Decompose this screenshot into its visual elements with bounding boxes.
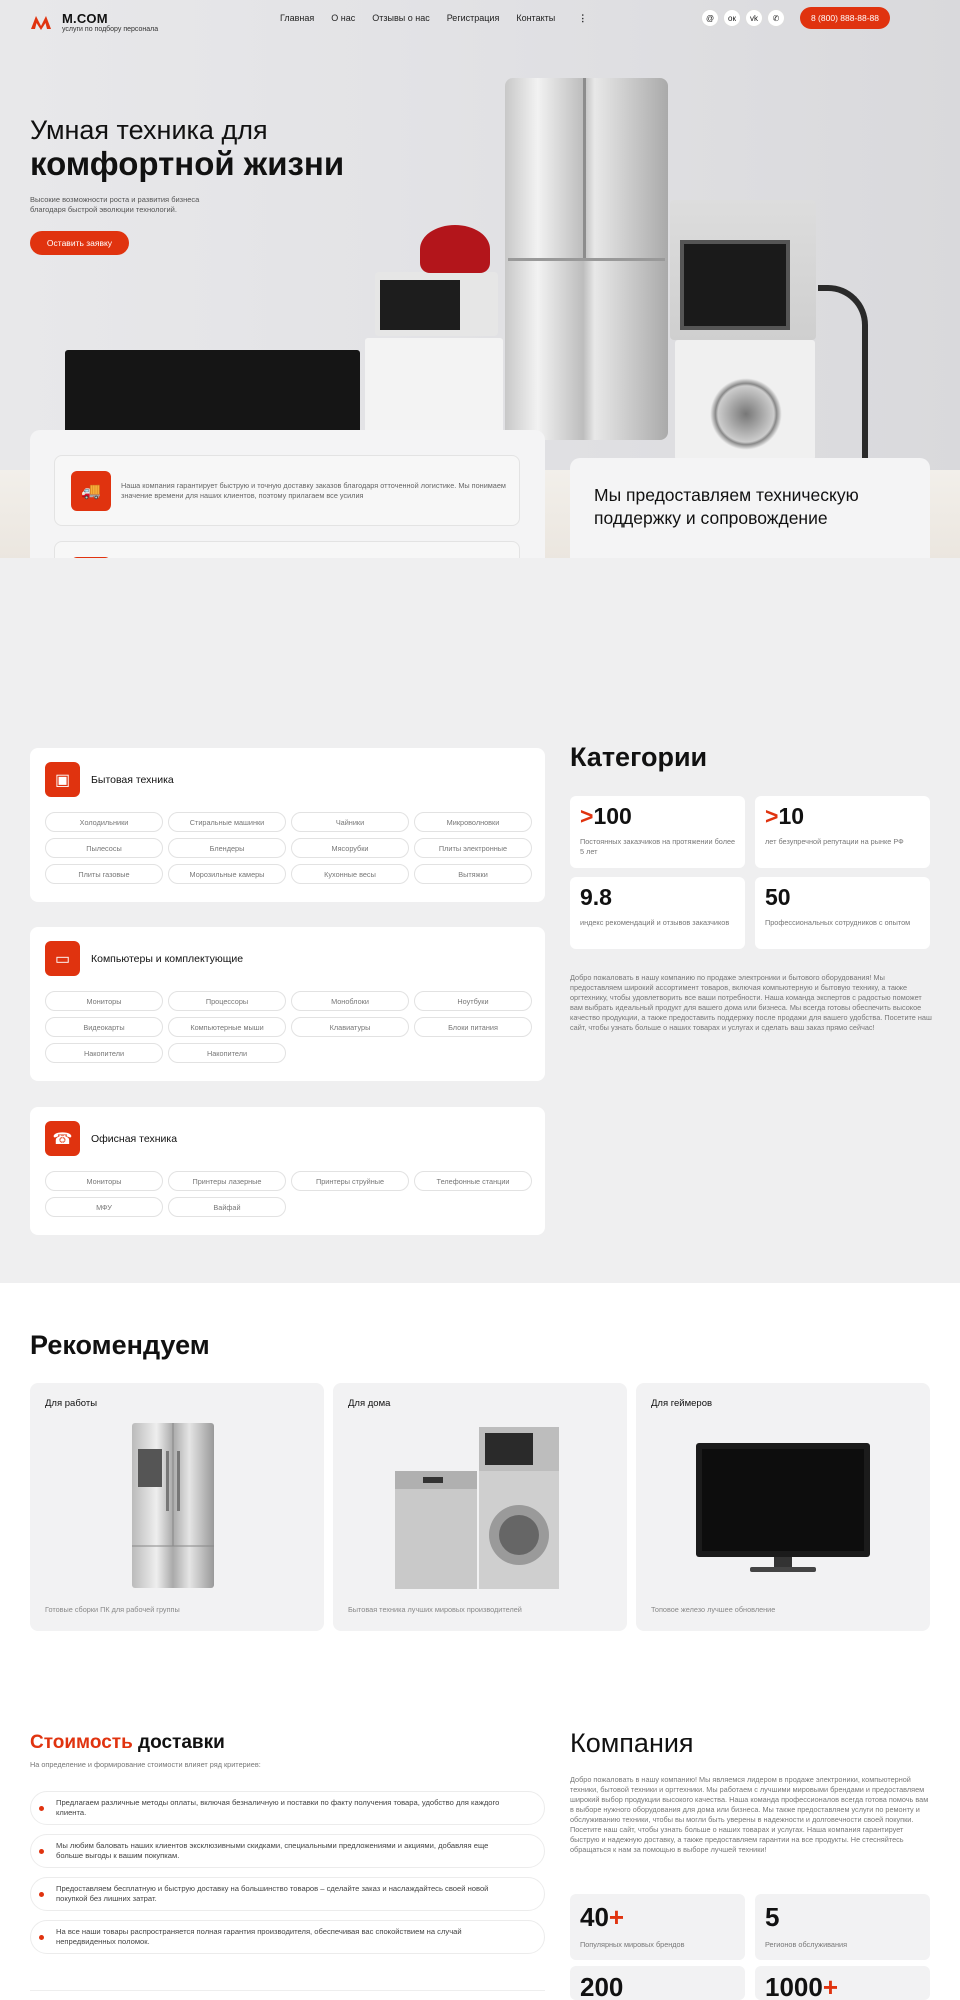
category-chips	[45, 991, 531, 1063]
chip[interactable]: Плиты электронные	[414, 838, 532, 858]
company-stat-number	[580, 1972, 623, 2000]
stat-label: Профессиональных сотрудников с опытом	[765, 918, 911, 927]
company-stat	[755, 1894, 930, 1960]
main-nav	[280, 13, 587, 24]
stat-prefix: >	[765, 803, 779, 829]
fridge-product-image	[130, 1421, 220, 1593]
stat-value: 9.8	[580, 884, 612, 910]
delivery-item-text: Предоставляем бесплатную и быструю доставку на большинство товаров – сделайте заказ и наслаждайтесь своей новой покупкой без лишних затрат.	[56, 1884, 489, 1903]
chip[interactable]: Блендеры	[168, 838, 286, 858]
washer-drum	[710, 378, 782, 450]
company-stat-value: 200	[580, 1972, 624, 2000]
company-stat	[570, 1966, 745, 2000]
chip[interactable]: Мониторы	[45, 1171, 163, 1191]
categories-description: Добро пожаловать в нашу компанию по продаже электроники и бытового оборудования! Мы предоставляем широкий ассортимент товаров, включая компьютерную и бытовую технику, а также оргтехнику, чтобы удовлетворить все ваши потребности. Наша команда экспертов с радостью поможет вам выбрать идеальный продукт для вашего дома или бизнеса. Мы всегда готовы обеспечить высокое качество продукции, а также предоставить поддержку после продажи для вашего удобства. Посетите наш сайт, чтобы узнать больше о наших товарах и услугах и сделать ваш заказ прямо сейчас!	[570, 973, 932, 1032]
delivery-title	[30, 1732, 225, 1754]
category-card-computers	[30, 927, 545, 1081]
chip[interactable]: Видеокарты	[45, 1017, 163, 1037]
chip[interactable]: Плиты газовые	[45, 864, 163, 884]
chip[interactable]: Пылесосы	[45, 838, 163, 858]
delivery-subtitle: На определение и формирование стоимости влияет ряд критериев:	[30, 1760, 261, 1769]
category-card-home	[30, 748, 545, 902]
nav-contacts[interactable]: Контакты	[516, 13, 556, 23]
bullet-icon	[39, 1849, 44, 1854]
chip[interactable]: Накопители	[45, 1043, 163, 1063]
category-head	[45, 762, 174, 797]
chip[interactable]: Моноблоки	[291, 991, 409, 1011]
chip[interactable]: Компьютерные мыши	[168, 1017, 286, 1037]
stat-number	[765, 803, 804, 830]
ok-icon[interactable]: ок	[724, 10, 740, 26]
recommend-card-home[interactable]	[333, 1383, 627, 1631]
recommend-card-desc: Готовые сборки ПК для рабочей группы	[45, 1605, 180, 1614]
delivery-title-rest: доставки	[132, 1732, 225, 1753]
company-stat-number	[765, 1902, 779, 1933]
hero-title-light: Умная техника для	[30, 115, 268, 145]
truck-icon: 🚚	[71, 471, 111, 511]
fridge-door-split	[583, 78, 586, 258]
home-appliances-image	[393, 1425, 573, 1593]
microwave-window	[380, 280, 460, 330]
chip[interactable]: МФУ	[45, 1197, 163, 1217]
nav-about[interactable]: О нас	[331, 13, 356, 23]
company-stat-suffix: +	[822, 1972, 839, 2000]
support-title: Мы предоставляем техническую поддержку и сопровождение	[594, 485, 859, 528]
logo-icon[interactable]	[30, 14, 52, 30]
company-stat	[570, 1894, 745, 1960]
nav-more-icon[interactable]: ⋮	[578, 13, 588, 23]
category-chips	[45, 1171, 531, 1217]
stat-value: 50	[765, 884, 791, 910]
chip[interactable]: Накопители	[168, 1043, 286, 1063]
at-icon[interactable]: @	[702, 10, 718, 26]
nav-register[interactable]: Регистрация	[446, 13, 500, 23]
logo-subtitle: услуги по подбору персонала	[62, 26, 159, 33]
recommend-card-title: Для геймеров	[651, 1398, 713, 1409]
category-title[interactable]: Компьютеры и комплектующие	[91, 952, 244, 965]
delivery-item-text: На все наши товары распространяется полная гарантия производителя, обеспечивая вас спокойствием на случай непредвиденных поломок.	[56, 1927, 462, 1946]
stat-label: лет безупречной репутации на рынке РФ	[765, 837, 904, 846]
stat-prefix: >	[580, 803, 594, 829]
delivery-item-text: Мы любим баловать наших клиентов эксклюзивными скидками, специальными предложениями и акциями, добавляя еще больше выгоды к вашим покупкам.	[56, 1841, 489, 1860]
stat-number	[765, 884, 791, 911]
category-head	[45, 1121, 177, 1156]
stat-label: Постоянных заказчиков на протяжении более 5 лет	[580, 837, 736, 856]
nav-home[interactable]: Главная	[280, 13, 315, 23]
chip[interactable]: Вайфай	[168, 1197, 286, 1217]
company-stat-number	[580, 1902, 624, 1933]
office-icon: ☎	[45, 1121, 80, 1156]
company-title: Компания	[570, 1728, 694, 1758]
phone-button[interactable]: 8 (800) 888-88-88	[800, 7, 890, 29]
company-stat-label: Регионов обслуживания	[765, 1940, 848, 1949]
appliance-icon: ▣	[45, 762, 80, 797]
vacuum-hose	[818, 285, 868, 460]
kettle-image	[420, 225, 490, 273]
chip[interactable]: Вытяжки	[414, 864, 532, 884]
category-title[interactable]: Бытовая техника	[91, 773, 174, 786]
recommend-title: Рекомендуем	[30, 1330, 210, 1360]
stat-number	[580, 803, 632, 830]
chip[interactable]: Холодильники	[45, 812, 163, 832]
categories-title: Категории	[570, 742, 708, 772]
nav-reviews[interactable]: Отзывы о нас	[372, 13, 430, 23]
bullet-icon	[39, 1892, 44, 1897]
stat-card	[755, 877, 930, 949]
category-head	[45, 941, 243, 976]
stat-value: 10	[778, 803, 805, 829]
chip[interactable]: Микроволновки	[414, 812, 532, 832]
company-stat-number	[765, 1972, 838, 2000]
social-links	[702, 10, 784, 26]
monitor-icon: ▭	[45, 941, 80, 976]
chip[interactable]: Принтеры лазерные	[168, 1171, 286, 1191]
company-stat-value: 1000	[765, 1972, 823, 2000]
company-stat-label: Популярных мировых брендов	[580, 1940, 685, 1949]
stat-card	[755, 796, 930, 868]
fridge-handle-line	[508, 258, 665, 261]
monitor-product-image	[694, 1441, 874, 1581]
chip[interactable]: Мясорубки	[291, 838, 409, 858]
bullet-icon	[39, 1935, 44, 1940]
company-stat	[755, 1966, 930, 2000]
delivery-item	[30, 1920, 545, 1954]
stat-label: индекс рекомендаций и отзывов заказчиков	[580, 918, 730, 927]
logo-title[interactable]: M.COM	[62, 11, 108, 26]
hero-title-bold: комфортной жизни	[30, 145, 345, 182]
recommend-card-desc: Бытовая техника лучших мировых производителей	[348, 1605, 522, 1614]
chip[interactable]: Кухонные весы	[291, 864, 409, 884]
recommend-card-title: Для дома	[348, 1398, 391, 1409]
chip[interactable]: Телефонные станции	[414, 1171, 532, 1191]
delivery-item	[30, 1791, 545, 1825]
chip[interactable]: Ноутбуки	[414, 991, 532, 1011]
company-stat-value: 40	[580, 1902, 609, 1932]
stat-card	[570, 877, 745, 949]
chip[interactable]: Процессоры	[168, 991, 286, 1011]
oven-window	[680, 240, 790, 330]
feature-text: Наша компания гарантирует быструю и точную доставку заказов благодаря отточенной логистике. Мы понимаем значение времени для наших клиентов, поэтому прилагаем все усилия	[121, 480, 506, 500]
recommend-card-desc: Топовое железо лучшее обновление	[651, 1605, 776, 1614]
bullet-icon	[39, 1806, 44, 1811]
company-description: Добро пожаловать в нашу компанию! Мы являемся лидером в продаже электроники, компьютерной техники, бытовой техники и оргтехники. Мы работаем с лучшими мировыми брендами и предоставляем широкий выбор продукции высокого качества. Наша команда профессионалов всегда готова помочь вам в выборе нужного оборудования для дома или бизнеса. Мы также предоставляем услуги по ремонту и обслуживанию техники, чтобы вы могли быть уверены в надежности и долговечности своей покупки. Посетите наш сайт, чтобы узнать больше о наших товарах и услугах. Наша компания гарантирует быструю и надежную доставку, а также предоставляем гарантии на все продукты. Не стесняйтесь обращаться к нам за помощью в выборе лучшей техники!	[570, 1775, 929, 1854]
chip[interactable]: Принтеры струйные	[291, 1171, 409, 1191]
chip[interactable]: Чайники	[291, 812, 409, 832]
chip[interactable]: Морозильные камеры	[168, 864, 286, 884]
hero-description: Высокие возможности роста и развития бизнеса благодаря быстрой эволюции технологий.	[30, 195, 200, 214]
recommend-card-title: Для работы	[45, 1398, 98, 1409]
chip[interactable]: Стиральные машинки	[168, 812, 286, 832]
company-stat-suffix: +	[608, 1902, 625, 1932]
recommend-card-work[interactable]	[30, 1383, 324, 1631]
stat-number	[580, 884, 612, 911]
chip[interactable]: Блоки питания	[414, 1017, 532, 1037]
delivery-title-accent: Стоимость	[30, 1732, 133, 1753]
recommend-card-gamers[interactable]	[636, 1383, 930, 1631]
stat-value: 100	[593, 803, 632, 829]
company-stat-value: 5	[765, 1902, 780, 1932]
category-title[interactable]: Офисная техника	[91, 1132, 178, 1145]
delivery-item	[30, 1834, 545, 1868]
delivery-item-text: Предлагаем различные методы оплаты, включая безналичную и поставки по факту получения товара, удобство для каждого клиента.	[56, 1798, 500, 1817]
delivery-item	[30, 1877, 545, 1911]
divider	[30, 1990, 545, 1991]
chip[interactable]: Мониторы	[45, 991, 163, 1011]
stat-card	[570, 796, 745, 868]
category-card-office	[30, 1107, 545, 1235]
category-chips	[45, 812, 531, 884]
vk-icon[interactable]: vk	[746, 10, 762, 26]
feature-delivery	[54, 455, 520, 526]
chip[interactable]: Клавиатуры	[291, 1017, 409, 1037]
hero-request-button[interactable]: Оставить заявку	[30, 231, 129, 255]
whatsapp-icon[interactable]: ✆	[768, 10, 784, 26]
